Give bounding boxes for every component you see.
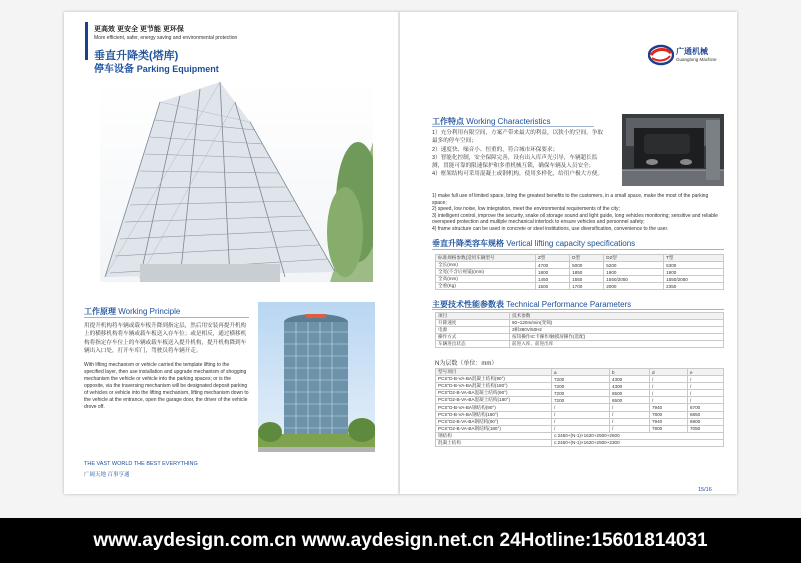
working-principle-heading: 工作原理 Working Principle xyxy=(84,307,181,316)
table-row: PCS"D2-B-VA-BA钢结构(90°) / / 7940 6900 xyxy=(436,418,724,425)
car-lift-illustration xyxy=(622,114,724,186)
table-row: 操作方式 按钮操作IC卡操作/触摸屏操作(选配) xyxy=(436,334,724,341)
working-principle-text-en: With lifting mechanism or vehicle carried the template lifting to the specified layer, then use installation and upgrade mechanism of shogging mechanism the vehicle or vehicle into the parking spaces; or is the opposite, via the traversing mechanism will be designated deposit parking of vehicles or vehicle into the lifting mechanism, lifting mechanism down to the vehicle at the entrance, open the garage door, the driver of the vehicle drove off. xyxy=(84,362,249,410)
table-row: 型号项目 a b d e xyxy=(436,369,724,376)
table-row: PCS"D2-B-VA-BA混凝土结构(180°) 7200 6500 / / xyxy=(436,397,724,404)
page-title-line2-cn: 停车设备 xyxy=(94,64,134,75)
characteristics-text-cn: 1）充分利用有限空间，方案产带来最大的利益，以狭小的空间，争取最多的停车空间； 2）速度快、噪音小、恒重的，符合城市环保要求； 3）智能化控制，安全保障完善，设有出入库声光引导，车辆超长监测，贯能可靠的限速保护和多重机械互锁，确保车辆及人员安全； 4）框架结构可采用混凝土或钢机构，使用多样化，给用户极大方便。 xyxy=(432,130,603,178)
working-characteristics-heading: 工作特点 Working Characteristics xyxy=(432,117,551,126)
table-row: 全宽(不含后视镜)(mm) 1800 1850 1900 1900 xyxy=(436,269,724,276)
floor-count-note: N为层数（单位：mm） xyxy=(435,361,498,367)
slogan-cn: 更高效 更安全 更节能 更环保 xyxy=(94,26,184,33)
table-row: 标准规格参数(适用车辆型号 Z型 D型 D2型 T型 xyxy=(436,255,724,262)
right-page xyxy=(400,12,737,494)
vertical-capacity-heading: 垂直升降类容车规格 Vertical lifting capacity specifications xyxy=(432,239,636,248)
brand-name-en: Guangtong Machine xyxy=(676,57,717,62)
page-title-line2-en: Parking Equipment xyxy=(136,64,219,74)
contact-banner-text: www.aydesign.com.cn www.aydesign.net.cn 24Hotline:15601814031 xyxy=(93,530,708,551)
table-row: 升降速度 60~120m/min(变频) xyxy=(436,320,724,327)
table-row: PCS"D-B-VA-BA钢结构(90°) / / 7940 6700 xyxy=(436,404,724,411)
title-accent-bar xyxy=(85,22,88,60)
table-row: 全长(mm) 4700 5000 5200 5300 xyxy=(436,262,724,269)
glass-tower-illustration xyxy=(258,302,375,452)
table-row: 钢结构 c:2450+(N-1)×1620+2500+2600 xyxy=(436,432,724,439)
section-divider xyxy=(432,126,594,127)
tower-structure-illustration xyxy=(100,82,373,282)
table-row: PCS"D2-B-VA-BA混凝土结构(90°) 7200 6500 / / xyxy=(436,390,724,397)
page-number: 15/16 xyxy=(698,487,712,493)
dimension-table xyxy=(435,368,724,447)
logo-mark-icon xyxy=(648,44,674,66)
section-divider xyxy=(432,309,724,310)
table-row: PCS"D-B-VA-BA混凝土结构(180°) 7200 4300 / / xyxy=(436,383,724,390)
footer-tagline-cn: 广阔天地 百事亨通 xyxy=(84,472,130,478)
glass-tower-photo xyxy=(258,302,375,452)
working-principle-text-cn: 用提升机构将车辆或载车板升降到指定层，然后用安装再提升机构上的横移机构将车辆或载车板送入存车位；或是相反，通过横移机构将指定存车位上的车辆或载车板送入提升机构，提升机构降到车辆出入口处，打开车库门，驾驶员将车辆开走。 xyxy=(84,323,247,354)
section-divider xyxy=(84,317,249,318)
table-row: PCS"D-B-VA-BA混凝土结构(90°) 7200 4300 / / xyxy=(436,376,724,383)
table-row: 项目 技术参数 xyxy=(436,313,724,320)
characteristics-text-en: 1) make full use of limited space, bring the greatest benefits to the customers, in a small space, make the most of the parking space; 2) speed, low noise, low integration, meet the environmental requirements of the city; 3) intelligent control, improve the security, snake oil storage sound and light guide, long vehicles monitoring; sensitive and reliable overspeed protection and multiple mechanical interlock to ensure vehicles and personnel safety; 4) frame structure can be used in concrete or steel institutions, use diversification, convenience to the user. xyxy=(432,193,718,232)
tower-parking-photo xyxy=(100,82,373,282)
footer-tagline-en: THE VAST WORLD THE BEST EVERYTHING xyxy=(84,461,198,467)
page-title-line2 xyxy=(94,60,219,75)
car-lift-photo xyxy=(622,114,724,186)
page-title-line1: 垂直升降类(塔库) xyxy=(94,50,179,62)
performance-parameters-table xyxy=(435,312,724,348)
table-row: 全高(mm) 1450 1550 1550/2050 1550/2050 xyxy=(436,276,724,283)
table-row: 全重(Kg) 1500 1700 2000 2350 xyxy=(436,283,724,290)
brand-name-cn: 广通机械 xyxy=(676,47,708,56)
left-page xyxy=(64,12,400,494)
vertical-capacity-table xyxy=(435,254,724,290)
company-logo xyxy=(648,44,728,68)
table-row: 混凝土结构 c:2450+(N-1)×1620+2500+2300 xyxy=(436,439,724,446)
table-row: 电源 3相380V/50Hz xyxy=(436,327,724,334)
technical-parameters-heading: 主要技术性能参数表 Technical Performance Parameters xyxy=(432,300,632,309)
slogan-en: More efficient, safer, energy saving and environmental protection xyxy=(94,35,238,41)
section-divider xyxy=(432,249,724,250)
table-row: PCS"D-B-VA-BA钢结构(180°) / / 7800 6850 xyxy=(436,411,724,418)
table-row: PCS"D2-B-VA-BA钢结构(180°) / / 7800 7050 xyxy=(436,425,724,432)
table-row: 车辆进出状态 前进入库、前进出库 xyxy=(436,341,724,348)
